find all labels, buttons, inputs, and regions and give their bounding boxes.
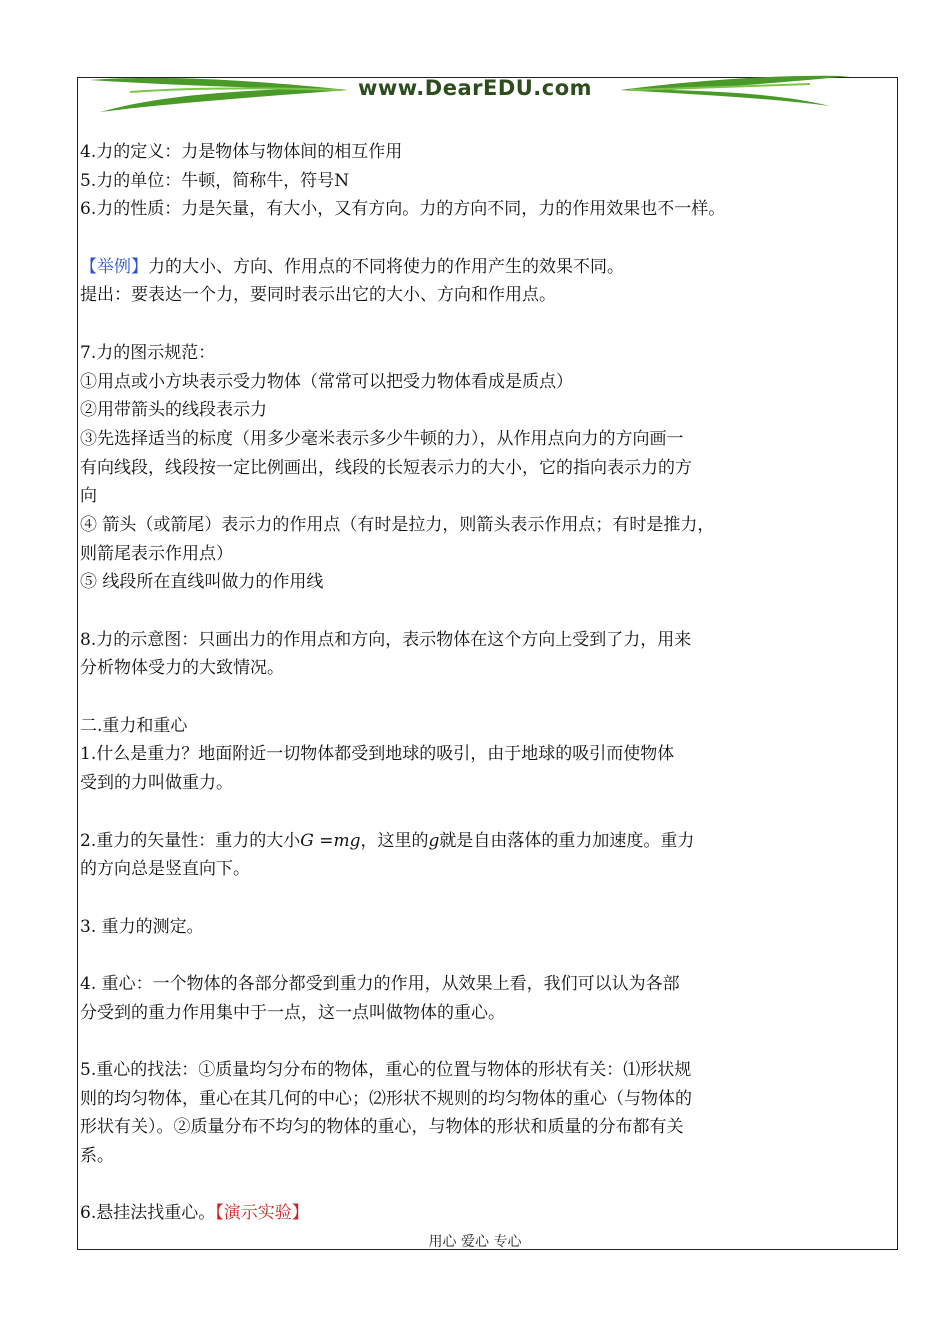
gravity-formula: G =mg <box>300 830 361 851</box>
text-line: 5.力的单位：牛顿，简称牛，符号N <box>80 170 350 191</box>
text-line: ④ 箭头（或箭尾）表示力的作用点（有时是拉力，则箭头表示作用点；有时是推力， <box>80 514 715 535</box>
text-line: 有向线段，线段按一定比例画出，线段的长短表示力的大小，它的指向表示力的方 <box>80 457 692 478</box>
text-line: 形状有关）。②质量分布不均匀的物体的重心，与物体的形状和质量的分布都有关 <box>80 1117 684 1138</box>
text-line: ②用带箭头的线段表示力 <box>80 400 267 421</box>
text-line: ①用点或小方块表示受力物体（常常可以把受力物体看成是质点） <box>80 371 573 392</box>
text-line: ③先选择适当的标度（用多少毫米表示多少牛顿的力），从作用点向力的方向画一 <box>80 428 684 449</box>
g-symbol: g <box>428 830 440 851</box>
text-line: 分受到的重力作用集中于一点，这一点叫做物体的重心。 <box>80 1002 505 1023</box>
text-line: 7.力的图示规范： <box>80 342 216 363</box>
text-line: 4. 重心：一个物体的各部分都受到重力的作用，从效果上看，我们可以认为各部 <box>80 973 680 994</box>
example-text: 力的大小、方向、作用点的不同将使力的作用产生的效果不同。 <box>148 256 624 277</box>
example-tag: 【举例】 <box>80 256 148 277</box>
formula-suffix: 就是自由落体的重力加速度。重力 <box>439 830 695 851</box>
formula-line <box>80 827 770 856</box>
demo-tag: 【演示实验】 <box>215 1203 309 1224</box>
example-line <box>80 253 770 282</box>
section-heading: 二.重力和重心 <box>80 715 188 736</box>
text-line: 1.什么是重力？地面附近一切物体都受到地球的吸引，由于地球的吸引而使物体 <box>80 744 675 765</box>
page-footer: 用心 爱心 专心 <box>428 1234 522 1250</box>
text-line: 则箭尾表示作用点） <box>80 543 233 564</box>
site-banner-text: www.DearEDU.com <box>357 76 593 100</box>
formula-mid: ，这里的 <box>360 830 429 851</box>
text-line: ⑤ 线段所在直线叫做力的作用线 <box>80 572 324 593</box>
text-line: 向 <box>80 486 97 507</box>
text-line: 8.力的示意图：只画出力的作用点和方向，表示物体在这个方向上受到了力，用来 <box>80 629 692 650</box>
document-body <box>80 138 770 1228</box>
text-line: 3. 重力的测定。 <box>80 916 204 937</box>
text-line: 受到的力叫做重力。 <box>80 773 233 794</box>
text-line: 5.重心的找法：①质量均匀分布的物体，重心的位置与物体的形状有关：⑴形状规 <box>80 1060 692 1080</box>
text-line: 提出：要表达一个力，要同时表示出它的大小、方向和作用点。 <box>80 285 556 306</box>
demo-line <box>80 1199 770 1228</box>
text-line: 系。 <box>80 1146 114 1167</box>
formula-prefix: 2.重力的矢量性：重力的大小 <box>80 830 301 851</box>
demo-text: 6.悬挂法找重心。 <box>80 1203 216 1224</box>
text-line: 分析物体受力的大致情况。 <box>80 658 284 679</box>
text-line: 6.力的性质：力是矢量，有大小，又有方向。力的方向不同，力的作用效果也不一样。 <box>80 199 726 220</box>
text-line: 的方向总是竖直向下。 <box>80 859 250 880</box>
text-line: 则的均匀物体，重心在其几何的中心；⑵形状不规则的均匀物体的重心（与物体的 <box>80 1088 692 1109</box>
text-line: 4.力的定义：力是物体与物体间的相互作用 <box>80 142 403 162</box>
